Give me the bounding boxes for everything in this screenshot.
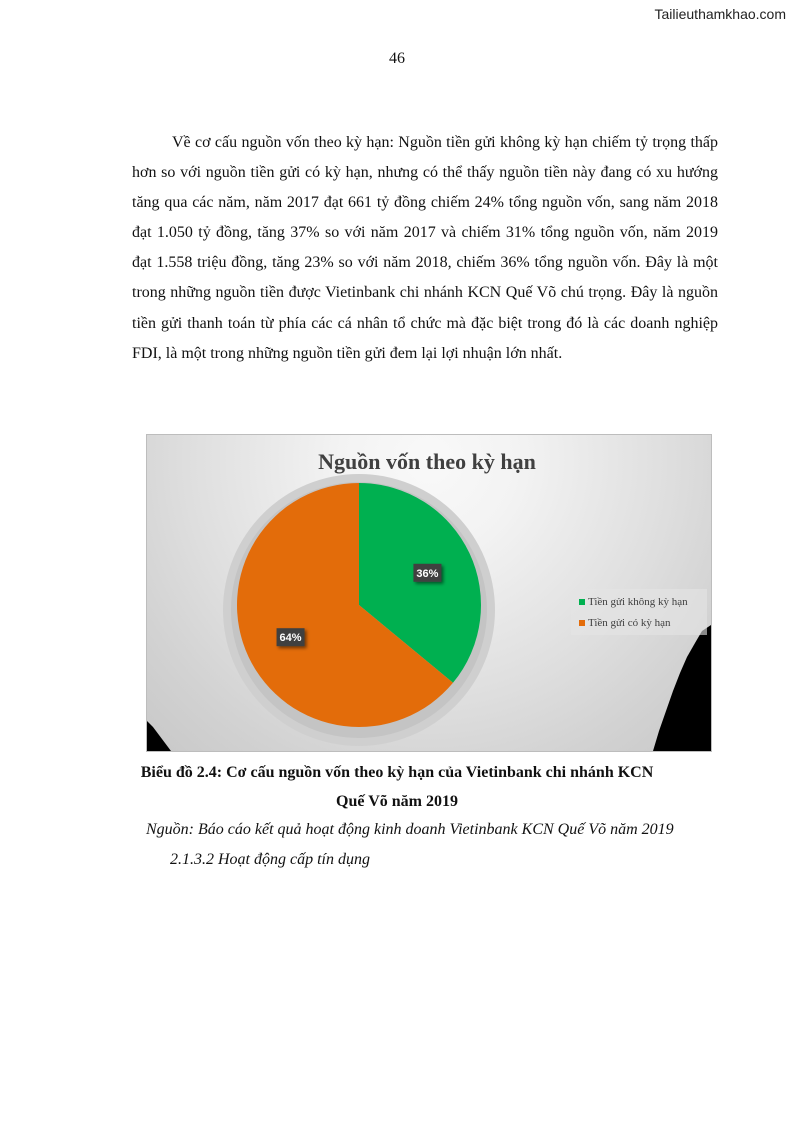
section-subheading: 2.1.3.2 Hoạt động cấp tín dụng: [170, 851, 370, 868]
chart-svg: [147, 435, 711, 751]
data-label-khong-ky-han: [413, 564, 441, 582]
pie-slices: [237, 483, 481, 727]
legend-swatch-co-ky-han: [579, 620, 585, 626]
chart-title: Nguồn vốn theo kỳ hạn: [318, 449, 536, 474]
legend-label-co-ky-han: Tiền gửi có kỳ hạn: [588, 617, 671, 629]
figure-caption-line-2: Quế Võ năm 2019: [336, 793, 458, 810]
data-label-text: 36%: [416, 567, 439, 580]
legend-label-khong-ky-han: Tiền gửi không kỳ hạn: [588, 596, 688, 608]
watermark: Tailieuthamkhao.com: [654, 6, 786, 22]
figure-source: Nguồn: Báo cáo kết quả hoạt động kinh doanh Vietinbank KCN Quế Võ năm 2019: [146, 821, 674, 838]
figure-caption-line-1: Biểu đồ 2.4: Cơ cấu nguồn vốn theo kỳ hạn của Vietinbank chi nhánh KCN: [140, 764, 654, 781]
data-label-co-ky-han: [277, 628, 305, 646]
page-number: 46: [389, 50, 405, 67]
data-label-text: 64%: [279, 632, 302, 645]
legend-swatch-khong-ky-han: [579, 599, 585, 605]
corner-shadow-left: [147, 721, 171, 751]
pie-chart: [146, 434, 712, 752]
legend: [571, 589, 707, 635]
body-paragraph: Về cơ cấu nguồn vốn theo kỳ hạn: Nguồn tiền gửi không kỳ hạn chiếm tỷ trọng thấp hơn so với nguồn tiền gửi có kỳ hạn, nhưng có thể thấy nguồn tiền này đang có xu hướng tăng qua các năm, năm 2017 đạt 661 tỷ đồng chiếm 24% tổng nguồn vốn, sang năm 2018 đạt 1.050 tỷ đồng, tăng 37% so với năm 2017 và chiếm 31% tổng nguồn vốn, năm 2019 đạt 1.558 triệu đồng, tăng 23% so với năm 2018, chiếm 36% tổng nguồn vốn. Đây là một trong những nguồn tiền được Vietinbank chi nhánh KCN Quế Võ chú trọng. Đây là nguồn tiền gửi thanh toán từ phía các cá nhân tổ chức mà đặc biệt trong đó là các doanh nghiệp FDI, là một trong những nguồn tiền gửi đem lại lợi nhuận lớn nhất.: [132, 134, 718, 362]
corner-shadow-right: [653, 625, 711, 751]
